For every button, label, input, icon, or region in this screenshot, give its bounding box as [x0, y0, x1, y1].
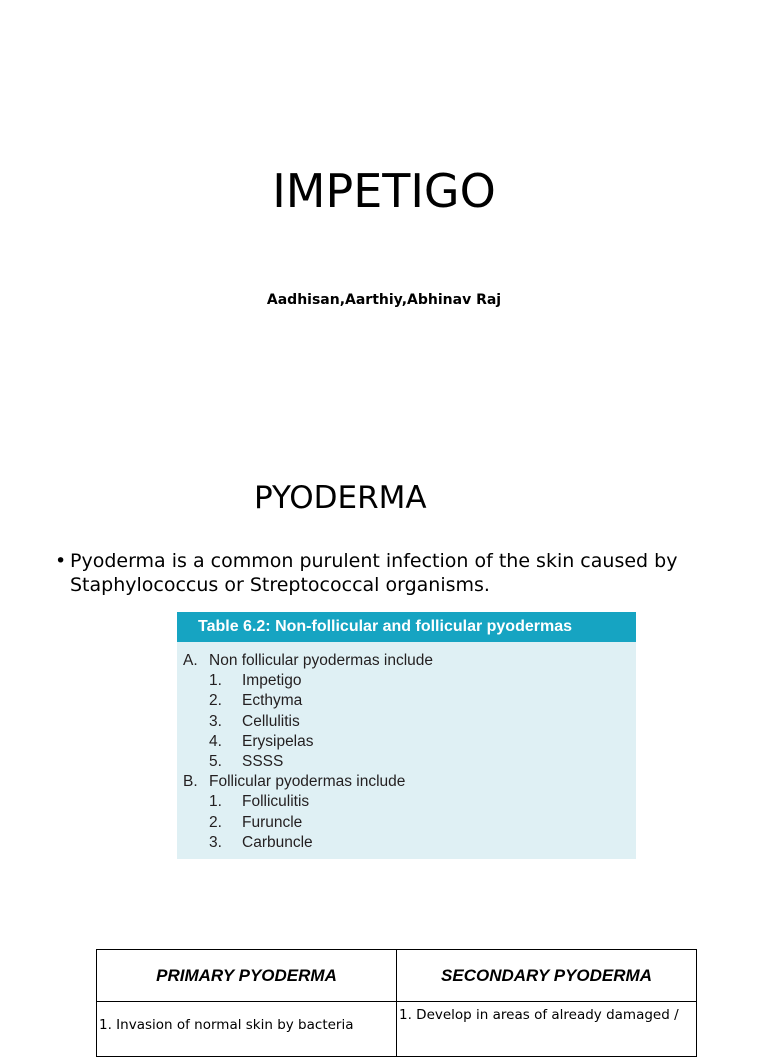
list-item — [183, 813, 636, 833]
bullet-dot: • — [55, 550, 67, 572]
list-item — [183, 752, 636, 772]
item-number: 2. — [209, 692, 222, 710]
list-item — [183, 712, 636, 732]
column-header-primary: PRIMARY PYODERMA — [97, 950, 397, 1002]
item-label: Erysipelas — [242, 732, 314, 750]
comparison-table — [96, 949, 697, 1057]
table-caption: Table 6.2: Non-follicular and follicular pyodermas — [177, 612, 636, 642]
list-item — [183, 691, 636, 711]
item-number: 3. — [209, 833, 222, 851]
item-label: Ecthyma — [242, 692, 303, 710]
section-heading: PYODERMA — [254, 480, 427, 516]
list-group-heading — [183, 772, 636, 792]
item-number: 4. — [209, 732, 222, 750]
item-number: 1. — [209, 672, 222, 690]
item-label: Cellulitis — [242, 712, 300, 730]
item-number: 2. — [209, 813, 222, 831]
list-item — [183, 792, 636, 812]
item-number: 5. — [209, 752, 222, 770]
bullet-text: Pyoderma is a common purulent infection of the skin caused by Staphylococcus or Streptococcal organisms. — [70, 550, 678, 596]
classification-list — [177, 642, 636, 853]
pyoderma-classification-table — [177, 612, 636, 859]
item-label: Furuncle — [242, 813, 303, 831]
group-letter: B. — [183, 773, 198, 791]
list-item — [183, 732, 636, 752]
item-label: Folliculitis — [242, 793, 310, 811]
bullet-paragraph — [55, 549, 715, 597]
group-label: Non follicular pyodermas include — [209, 652, 434, 669]
table-cell: 1. Invasion of normal skin by bacteria — [97, 1002, 397, 1057]
table-header-row — [97, 950, 697, 1002]
slide-title: IMPETIGO — [272, 164, 496, 218]
authors-line: Aadhisan,Aarthiy,Abhinav Raj — [266, 292, 502, 308]
table-cell: 1. Develop in areas of already damaged / — [397, 1002, 697, 1057]
item-number: 3. — [209, 712, 222, 730]
table-row — [97, 1002, 697, 1057]
item-label: Carbuncle — [242, 833, 313, 851]
list-item — [183, 833, 636, 853]
item-label: SSSS — [242, 752, 284, 770]
list-item — [183, 671, 636, 691]
item-number: 1. — [209, 793, 222, 811]
column-header-secondary: SECONDARY PYODERMA — [397, 950, 697, 1002]
group-letter: A. — [183, 652, 198, 669]
list-group-heading — [183, 651, 636, 671]
item-label: Impetigo — [242, 672, 302, 690]
group-label: Follicular pyodermas include — [209, 773, 406, 791]
